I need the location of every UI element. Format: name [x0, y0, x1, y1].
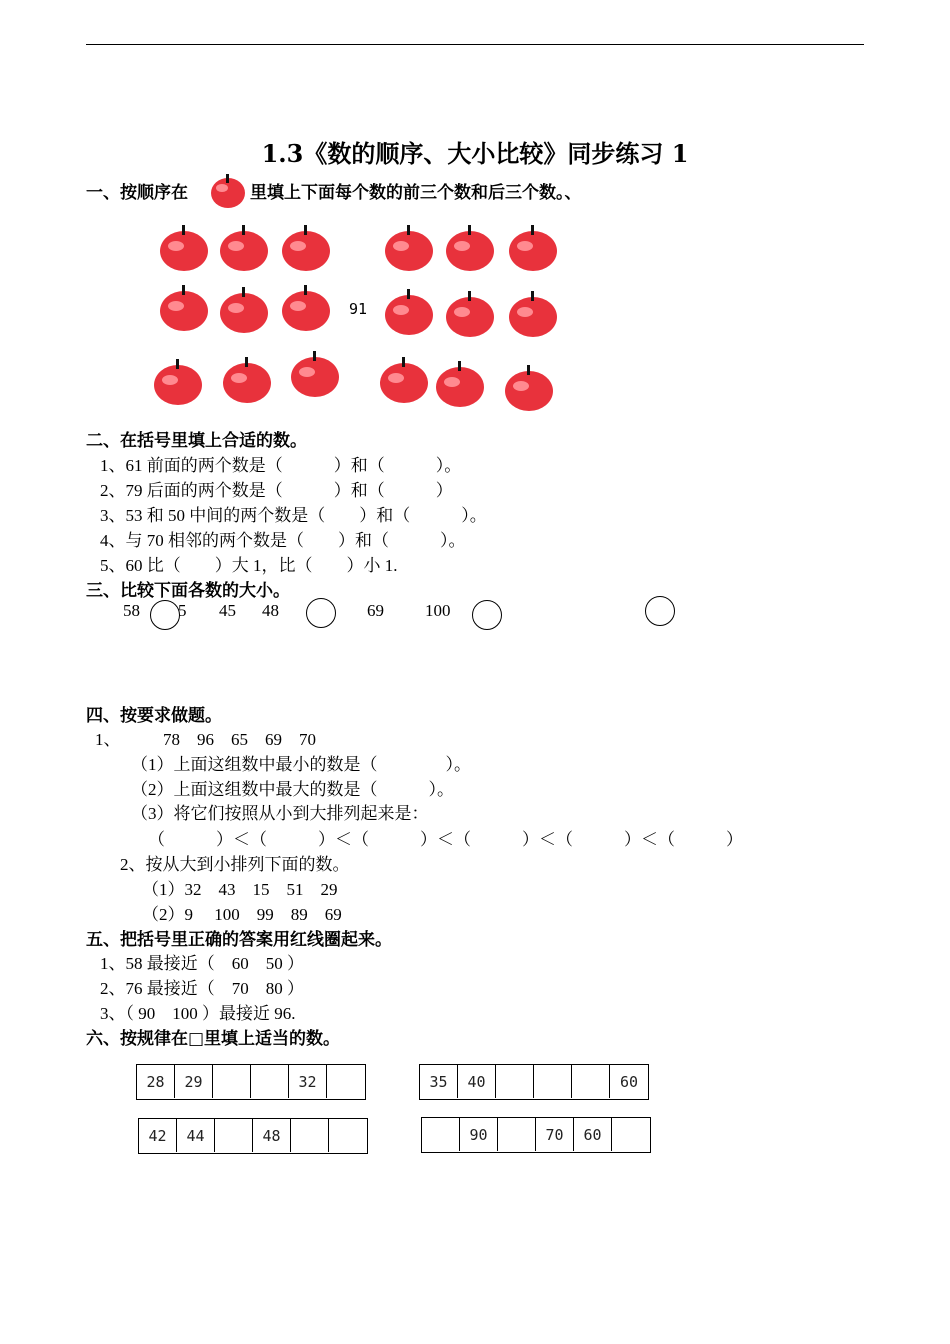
section4-q1-sub-2: （2）上面这组数中最大的数是（ ）。: [131, 780, 454, 799]
section2-item-3: 3、53 和 50 中间的两个数是（ ）和（ ）。: [100, 506, 487, 525]
compare-num-5: 69: [367, 601, 384, 620]
compare-circle-3[interactable]: [472, 600, 502, 630]
seq-cell[interactable]: 48: [253, 1119, 291, 1152]
section2-item-5: 5、60 比（ ）大 1，比（ ）小 1.: [100, 556, 398, 575]
compare-num-3: 45: [219, 601, 236, 620]
seq-cell[interactable]: [215, 1119, 253, 1152]
section5-heading: 五、把括号里正确的答案用红线圈起来。: [86, 930, 392, 950]
seq-cell[interactable]: 44: [177, 1119, 215, 1152]
seq-cell[interactable]: 70: [536, 1118, 574, 1151]
section2-heading: 二、在括号里填上合适的数。: [86, 431, 307, 451]
seq-cell[interactable]: [329, 1119, 367, 1152]
apple-icon: [289, 348, 341, 400]
sequence-row-4: [421, 1117, 651, 1153]
seq-cell[interactable]: 42: [139, 1119, 177, 1152]
section5-item-3: 3、（ 90 100 ）最接近 96.: [100, 1004, 296, 1023]
section4-q1-numbers: 78 96 65 69 70: [163, 730, 316, 749]
compare-num-6: 100: [425, 601, 451, 620]
seq-cell[interactable]: 28: [137, 1065, 175, 1098]
section3-heading: 三、比较下面各数的大小。: [86, 581, 290, 601]
seq-cell[interactable]: [498, 1118, 536, 1151]
seq-cell[interactable]: [291, 1119, 329, 1152]
compare-num-2: 5: [178, 601, 187, 620]
compare-circle-2[interactable]: [306, 598, 336, 628]
seq-cell[interactable]: [251, 1065, 289, 1098]
seq-cell[interactable]: 90: [460, 1118, 498, 1151]
apple-icon: [444, 222, 496, 274]
apple-icon: [218, 284, 270, 336]
compare-circle-1[interactable]: [150, 600, 180, 630]
sequence-row-3: [138, 1118, 368, 1154]
compare-circle-4[interactable]: [645, 596, 675, 626]
apple-icon: [383, 286, 435, 338]
apple-icon: [378, 354, 430, 406]
seq-cell[interactable]: [496, 1065, 534, 1098]
center-number: 91: [349, 300, 368, 318]
seq-cell[interactable]: 29: [175, 1065, 213, 1098]
seq-cell[interactable]: 35: [420, 1065, 458, 1098]
apple-icon: [503, 362, 555, 414]
apple-icon: [507, 288, 559, 340]
seq-cell[interactable]: [327, 1065, 365, 1098]
section2-item-2: 2、79 后面的两个数是（ ）和（ ）: [100, 481, 453, 500]
apple-icon: [280, 282, 332, 334]
apple-icon: [208, 170, 248, 210]
header-rule: [86, 44, 864, 45]
section1-heading-pre: 一、按顺序在: [86, 183, 188, 203]
compare-num-4: 48: [262, 601, 279, 620]
apple-icon: [434, 358, 486, 410]
section4-q2: 2、按从大到小排列下面的数。: [120, 855, 350, 874]
section5-item-1: 1、58 最接近（ 60 50 ）: [100, 954, 304, 973]
section2-item-4: 4、与 70 相邻的两个数是（ ）和（ ）。: [100, 531, 466, 550]
section6-heading: 六、按规律在□里填上适当的数。: [86, 1029, 341, 1049]
apple-icon: [507, 222, 559, 274]
apple-icon: [152, 356, 204, 408]
seq-cell[interactable]: [612, 1118, 650, 1151]
section4-q2-sub-2: （2）9 100 99 89 69: [142, 905, 342, 924]
section1-heading-post: 里填上下面每个数的前三个数和后三个数。、: [250, 183, 582, 203]
seq-cell[interactable]: 60: [574, 1118, 612, 1151]
section4-q1-label: 1、: [95, 730, 121, 749]
seq-cell[interactable]: [572, 1065, 610, 1098]
apple-icon: [158, 222, 210, 274]
apple-icon: [158, 282, 210, 334]
compare-num-1: 58: [123, 601, 140, 620]
seq-cell[interactable]: [422, 1118, 460, 1151]
section4-q2-sub-1: （1）32 43 15 51 29: [142, 880, 338, 899]
seq-cell[interactable]: 60: [619, 1072, 639, 1091]
apple-icon: [218, 222, 270, 274]
seq-cell[interactable]: [213, 1065, 251, 1098]
sequence-row-1: [136, 1064, 366, 1100]
seq-cell[interactable]: [534, 1065, 572, 1098]
apple-icon: [444, 288, 496, 340]
section4-q1-sub-3: （3）将它们按照从小到大排列起来是：: [131, 804, 429, 823]
apple-icon: [221, 354, 273, 406]
section4-q1-order: （ ）＜（ ）＜（ ）＜（ ）＜（ ）＜（ ）: [148, 830, 743, 849]
seq-cell[interactable]: 40: [458, 1065, 496, 1098]
section4-heading: 四、按要求做题。: [86, 706, 222, 726]
section4-q1-sub-1: （1）上面这组数中最小的数是（ ）。: [131, 755, 471, 774]
sequence-row-2: [419, 1064, 649, 1100]
apple-icon: [383, 222, 435, 274]
seq-cell[interactable]: 32: [289, 1065, 327, 1098]
section5-item-2: 2、76 最接近（ 70 80 ）: [100, 979, 304, 998]
page-title: 1.3《数的顺序、大小比较》同步练习 1: [261, 139, 689, 168]
section2-item-1: 1、61 前面的两个数是（ ）和（ ）。: [100, 456, 462, 475]
apple-icon: [280, 222, 332, 274]
